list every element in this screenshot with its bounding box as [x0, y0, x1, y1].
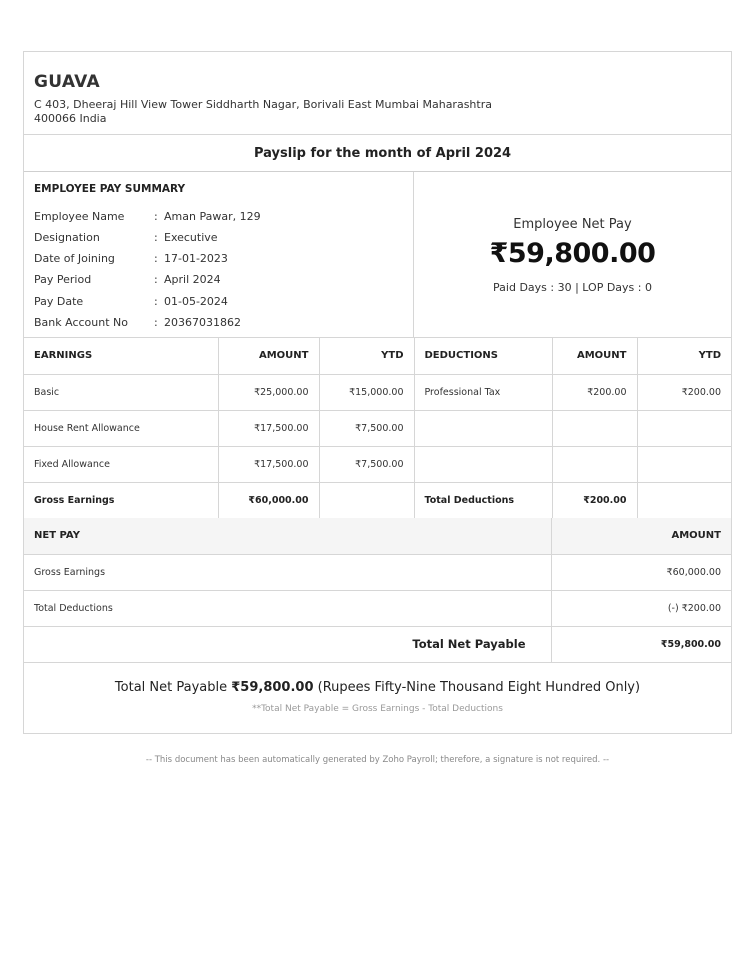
empty-cell — [637, 446, 731, 482]
net-pay-amount-header: AMOUNT — [551, 518, 731, 554]
net-pay-header: NET PAY — [24, 518, 551, 554]
earning-name: Basic — [24, 374, 218, 410]
deduction-name: Professional Tax — [414, 374, 552, 410]
field-label: Employee Name — [34, 210, 125, 223]
address-line-1: C 403, Dheeraj Hill View Tower Siddharth Nagar, Borivali East Mumbai Maharashtra — [34, 98, 492, 111]
field-label: Designation — [34, 231, 100, 244]
payslip-document — [23, 51, 732, 734]
gross-earnings-amount: ₹60,000.00 — [218, 482, 319, 518]
words-text: (Rupees Fifty-Nine Thousand Eight Hundred Only) — [313, 680, 641, 695]
deduction-ytd: ₹200.00 — [637, 374, 731, 410]
net-row-amount: ₹60,000.00 — [551, 554, 731, 590]
table-row — [24, 554, 731, 590]
amount-in-words: Total Net Payable ₹59,800.00 (Rupees Fifty-Nine Thousand Eight Hundred Only) — [114, 680, 641, 695]
company-address — [34, 98, 554, 126]
company-header — [24, 52, 731, 135]
field-label: Pay Date — [34, 295, 84, 308]
totals-row — [24, 482, 731, 518]
earning-amount: ₹17,500.00 — [218, 446, 319, 482]
field-value: April 2024 — [164, 273, 221, 286]
earning-ytd: ₹7,500.00 — [319, 446, 414, 482]
total-net-payable-row — [24, 626, 731, 662]
earning-amount: ₹25,000.00 — [218, 374, 319, 410]
employee-net-pay-box — [414, 172, 731, 338]
empty-cell — [637, 482, 731, 518]
empty-cell — [414, 446, 552, 482]
earning-ytd: ₹7,500.00 — [319, 410, 414, 446]
auto-generated-note: -- This document has been automatically generated by Zoho Payroll; therefore, a signature is not required. -- — [145, 755, 610, 765]
table-row — [24, 410, 731, 446]
gross-earnings-label: Gross Earnings — [24, 482, 218, 518]
empty-cell — [414, 410, 552, 446]
earning-amount: ₹17,500.00 — [218, 410, 319, 446]
earnings-deductions-table — [24, 338, 731, 519]
earning-name: House Rent Allowance — [24, 410, 218, 446]
deduction-amount: ₹200.00 — [552, 374, 637, 410]
payslip-title: Payslip for the month of April 2024 — [254, 146, 512, 161]
field-date-of-joining: Date of Joining : 17-01-2023 — [34, 252, 228, 265]
payslip-title-bar — [24, 135, 731, 172]
net-row-amount: (-) ₹200.00 — [551, 590, 731, 626]
earnings-ytd-header: YTD — [319, 338, 414, 374]
words-amount: ₹59,800.00 — [231, 680, 314, 695]
field-designation: Designation : Executive — [34, 231, 218, 244]
empty-cell — [637, 410, 731, 446]
employee-pay-summary — [24, 172, 414, 338]
field-pay-date: Pay Date : 01-05-2024 — [34, 295, 228, 308]
earning-name: Fixed Allowance — [24, 446, 218, 482]
earnings-amount-header: AMOUNT — [218, 338, 319, 374]
net-row-label: Total Deductions — [24, 590, 551, 626]
field-employee-name: Employee Name : Aman Pawar, 129 — [34, 210, 261, 223]
paid-days: Paid Days : 30 | LOP Days : 0 — [493, 281, 652, 294]
net-pay-header-row — [24, 518, 731, 554]
deductions-header: DEDUCTIONS — [414, 338, 552, 374]
company-name: GUAVA — [34, 72, 100, 92]
earning-ytd: ₹15,000.00 — [319, 374, 414, 410]
table-row — [24, 446, 731, 482]
empty-cell — [552, 446, 637, 482]
table-header-row — [24, 338, 731, 374]
field-pay-period: Pay Period : April 2024 — [34, 273, 221, 286]
field-bank-account: Bank Account No : 20367031862 — [34, 316, 241, 329]
field-value: Executive — [164, 231, 218, 244]
net-row-label: Gross Earnings — [24, 554, 551, 590]
net-pay-amount: ₹59,800.00 — [489, 238, 656, 269]
net-pay-table — [24, 518, 731, 663]
deductions-ytd-header: YTD — [637, 338, 731, 374]
field-label: Bank Account No — [34, 316, 128, 329]
total-net-payable-label: Total Net Payable — [24, 626, 551, 662]
deductions-amount-header: AMOUNT — [552, 338, 637, 374]
total-deductions-amount: ₹200.00 — [552, 482, 637, 518]
address-line-2: 400066 India — [34, 112, 107, 125]
empty-cell — [319, 482, 414, 518]
table-row — [24, 590, 731, 626]
field-value: 20367031862 — [164, 316, 241, 329]
field-value: 01-05-2024 — [164, 295, 228, 308]
field-value: Aman Pawar, 129 — [164, 210, 261, 223]
total-net-payable-amount: ₹59,800.00 — [551, 626, 731, 662]
total-deductions-label: Total Deductions — [414, 482, 552, 518]
field-value: 17-01-2023 — [164, 252, 228, 265]
earnings-header: EARNINGS — [24, 338, 218, 374]
net-pay-label: Employee Net Pay — [513, 217, 632, 232]
field-label: Date of Joining — [34, 252, 115, 265]
summary-title: EMPLOYEE PAY SUMMARY — [34, 183, 186, 195]
empty-cell — [552, 410, 637, 446]
table-row — [24, 374, 731, 410]
net-payable-formula: **Total Net Payable = Gross Earnings - Total Deductions — [252, 704, 503, 714]
field-label: Pay Period — [34, 273, 92, 286]
